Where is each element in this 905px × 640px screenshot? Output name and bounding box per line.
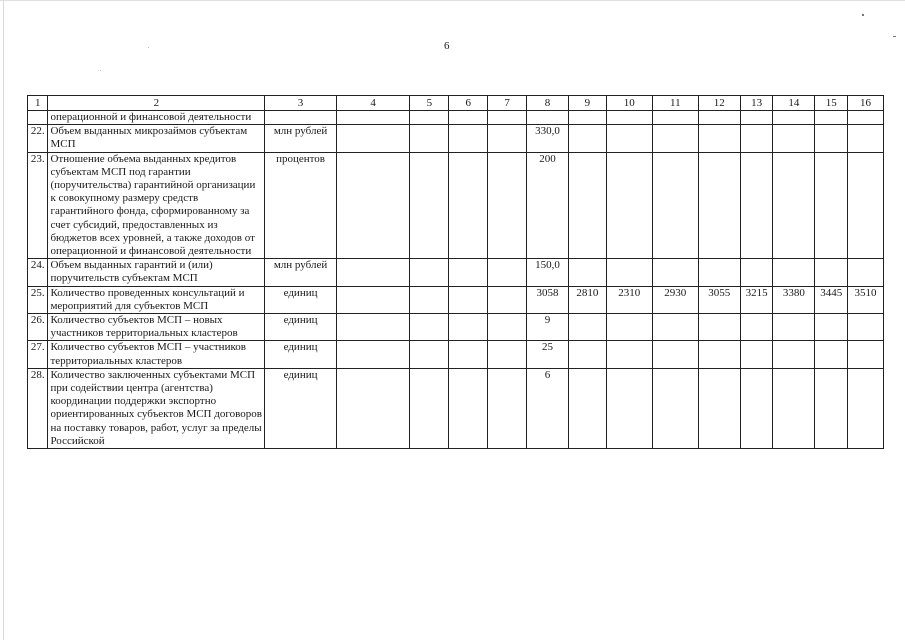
- value-cell: 9: [527, 314, 569, 341]
- value-cell: 330,0: [527, 125, 569, 152]
- value-cell: [815, 368, 848, 448]
- column-number-header: 13: [740, 96, 773, 111]
- scan-speck: [893, 36, 896, 37]
- value-cell: [336, 286, 410, 313]
- indicator-name: Отношение объема выданных кредитов субъектам МСП под гарантии (поручительства) гарантийной организации к совокупному размеру средств гарантийного фонда, сформированному за счет субсидий, предоставленных из бюджетов всех уровней, а также доходов от операционной и финансовой деятельности: [48, 152, 265, 259]
- value-cell: [652, 125, 698, 152]
- unit-of-measure: [265, 111, 337, 125]
- column-number-header: 4: [336, 96, 410, 111]
- value-cell: [848, 259, 884, 286]
- value-cell: [449, 111, 488, 125]
- value-cell: [652, 111, 698, 125]
- value-cell: [568, 125, 606, 152]
- value-cell: [488, 341, 527, 368]
- page-top-edge: [0, 0, 905, 1]
- value-cell: 3055: [698, 286, 740, 313]
- value-cell: 150,0: [527, 259, 569, 286]
- row-number: 26.: [28, 314, 48, 341]
- row-number: 25.: [28, 286, 48, 313]
- value-cell: [740, 314, 773, 341]
- table-row: [28, 314, 884, 341]
- value-cell: [336, 125, 410, 152]
- column-number-header: 1: [28, 96, 48, 111]
- value-cell: [449, 152, 488, 259]
- table-row: [28, 152, 884, 259]
- value-cell: [336, 259, 410, 286]
- unit-of-measure: единиц: [265, 341, 337, 368]
- value-cell: [652, 259, 698, 286]
- unit-of-measure: единиц: [265, 286, 337, 313]
- value-cell: [606, 152, 652, 259]
- value-cell: [449, 286, 488, 313]
- value-cell: [698, 259, 740, 286]
- value-cell: [488, 259, 527, 286]
- value-cell: [449, 259, 488, 286]
- value-cell: [410, 286, 449, 313]
- value-cell: [410, 341, 449, 368]
- table-row: [28, 111, 884, 125]
- unit-of-measure: млн рублей: [265, 259, 337, 286]
- value-cell: [698, 368, 740, 448]
- value-cell: [815, 341, 848, 368]
- value-cell: 3380: [773, 286, 815, 313]
- column-number-header: 8: [527, 96, 569, 111]
- value-cell: [698, 125, 740, 152]
- value-cell: [848, 125, 884, 152]
- row-number: 23.: [28, 152, 48, 259]
- value-cell: [848, 111, 884, 125]
- table-row: [28, 368, 884, 448]
- indicator-name: Объем выданных микрозаймов субъектам МСП: [48, 125, 265, 152]
- value-cell: 2310: [606, 286, 652, 313]
- table-row: [28, 125, 884, 152]
- value-cell: [740, 111, 773, 125]
- value-cell: [336, 111, 410, 125]
- value-cell: [336, 314, 410, 341]
- value-cell: [606, 259, 652, 286]
- column-number-header: 11: [652, 96, 698, 111]
- value-cell: [410, 152, 449, 259]
- column-number-header: 7: [488, 96, 527, 111]
- value-cell: [773, 125, 815, 152]
- value-cell: [449, 341, 488, 368]
- value-cell: [652, 368, 698, 448]
- row-number: 28.: [28, 368, 48, 448]
- value-cell: [410, 314, 449, 341]
- value-cell: [815, 111, 848, 125]
- value-cell: [740, 259, 773, 286]
- value-cell: [740, 125, 773, 152]
- value-cell: 3510: [848, 286, 884, 313]
- value-cell: [815, 259, 848, 286]
- row-number: 24.: [28, 259, 48, 286]
- value-cell: [488, 111, 527, 125]
- value-cell: [410, 259, 449, 286]
- unit-of-measure: единиц: [265, 314, 337, 341]
- value-cell: [606, 125, 652, 152]
- value-cell: [410, 368, 449, 448]
- unit-of-measure: единиц: [265, 368, 337, 448]
- value-cell: [336, 368, 410, 448]
- table-row: [28, 286, 884, 313]
- value-cell: [773, 259, 815, 286]
- value-cell: [815, 125, 848, 152]
- row-number: [28, 111, 48, 125]
- value-cell: 3445: [815, 286, 848, 313]
- value-cell: [606, 111, 652, 125]
- value-cell: [568, 341, 606, 368]
- value-cell: [773, 368, 815, 448]
- value-cell: [815, 152, 848, 259]
- unit-of-measure: млн рублей: [265, 125, 337, 152]
- value-cell: [568, 368, 606, 448]
- column-number-header: 12: [698, 96, 740, 111]
- value-cell: [848, 314, 884, 341]
- scan-speck: [100, 70, 101, 71]
- row-number: 27.: [28, 341, 48, 368]
- value-cell: [336, 152, 410, 259]
- value-cell: [449, 368, 488, 448]
- scan-speck: [862, 14, 864, 16]
- value-cell: [848, 341, 884, 368]
- column-number-header: 10: [606, 96, 652, 111]
- table-row: [28, 341, 884, 368]
- value-cell: [698, 314, 740, 341]
- value-cell: [773, 111, 815, 125]
- indicator-name: Количество субъектов МСП – новых участников территориальных кластеров: [48, 314, 265, 341]
- value-cell: [652, 152, 698, 259]
- value-cell: [488, 314, 527, 341]
- unit-of-measure: процентов: [265, 152, 337, 259]
- value-cell: [488, 286, 527, 313]
- column-number-header: 16: [848, 96, 884, 111]
- value-cell: [773, 314, 815, 341]
- value-cell: [488, 125, 527, 152]
- value-cell: [449, 314, 488, 341]
- column-number-header: 3: [265, 96, 337, 111]
- value-cell: 25: [527, 341, 569, 368]
- value-cell: 200: [527, 152, 569, 259]
- value-cell: [698, 152, 740, 259]
- table-header-row: [28, 96, 884, 111]
- value-cell: 2930: [652, 286, 698, 313]
- indicator-name: Количество проведенных консультаций и мероприятий для субъектов МСП: [48, 286, 265, 313]
- value-cell: [740, 341, 773, 368]
- value-cell: [815, 314, 848, 341]
- value-cell: [773, 152, 815, 259]
- value-cell: 6: [527, 368, 569, 448]
- value-cell: [698, 341, 740, 368]
- value-cell: [410, 111, 449, 125]
- value-cell: 3058: [527, 286, 569, 313]
- page-number: 6: [444, 40, 450, 52]
- value-cell: [606, 341, 652, 368]
- value-cell: 3215: [740, 286, 773, 313]
- table-row: [28, 259, 884, 286]
- scan-speck: [148, 47, 149, 48]
- value-cell: [568, 314, 606, 341]
- value-cell: [568, 152, 606, 259]
- column-number-header: 5: [410, 96, 449, 111]
- column-number-header: 9: [568, 96, 606, 111]
- value-cell: [773, 341, 815, 368]
- page-left-edge: [3, 0, 4, 640]
- value-cell: [568, 259, 606, 286]
- value-cell: [698, 111, 740, 125]
- column-number-header: 15: [815, 96, 848, 111]
- value-cell: [449, 125, 488, 152]
- indicator-name: операционной и финансовой деятельности: [48, 111, 265, 125]
- row-number: 22.: [28, 125, 48, 152]
- value-cell: [527, 111, 569, 125]
- column-number-header: 6: [449, 96, 488, 111]
- value-cell: [848, 368, 884, 448]
- value-cell: [652, 314, 698, 341]
- value-cell: [606, 368, 652, 448]
- value-cell: 2810: [568, 286, 606, 313]
- indicator-name: Объем выданных гарантий и (или) поручительств субъектам МСП: [48, 259, 265, 286]
- value-cell: [652, 341, 698, 368]
- value-cell: [740, 152, 773, 259]
- value-cell: [740, 368, 773, 448]
- value-cell: [848, 152, 884, 259]
- value-cell: [488, 152, 527, 259]
- indicator-name: Количество заключенных субъектами МСП при содействии центра (агентства) координации поддержки экспортно ориентированных субъектов МСП договоров на поставку товаров, работ, услуг за пределы Российской: [48, 368, 265, 448]
- value-cell: [606, 314, 652, 341]
- column-number-header: 2: [48, 96, 265, 111]
- indicator-name: Количество субъектов МСП – участников территориальных кластеров: [48, 341, 265, 368]
- value-cell: [488, 368, 527, 448]
- column-number-header: 14: [773, 96, 815, 111]
- indicators-table: [27, 95, 884, 449]
- value-cell: [336, 341, 410, 368]
- value-cell: [568, 111, 606, 125]
- value-cell: [410, 125, 449, 152]
